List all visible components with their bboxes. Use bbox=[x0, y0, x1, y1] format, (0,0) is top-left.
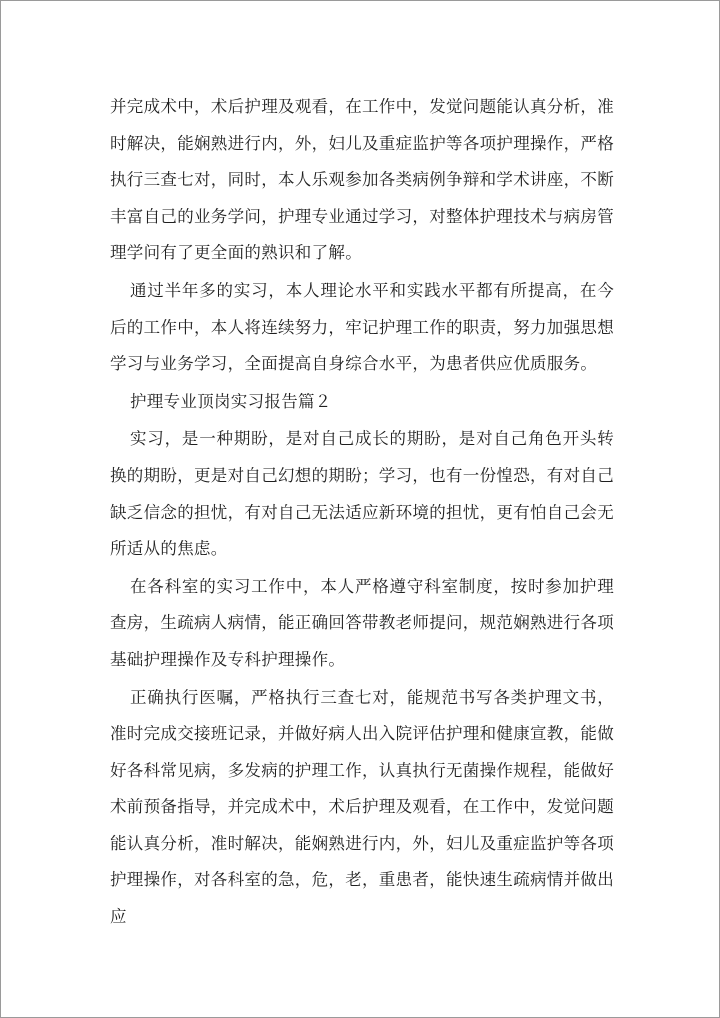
paragraph-department-work: 在各科室的实习工作中，本人严格遵守科室制度，按时参加护理查房，生疏病人病情，能正确回答带教老师提问，规范娴熟进行各项基础护理操作及专科护理操作。 bbox=[110, 576, 614, 669]
paragraph-orders: 正确执行医嘱，严格执行三查七对，能规范书写各类护理文书，准时完成交接班记录，并做好病人出入院评估护理和健康宣教，能做好各科常见病，多发病的护理工作，认真执行无菌操作规程，能做好术前预备指导，并完成术中，术后护理及观看，在工作中，发觉问题能认真分析，准时解决，能娴熟进行内，外，妇儿及重症监护等各项护理操作，对各科室的急，危，老，重患者，能快速生疏病情并做出应 bbox=[110, 687, 614, 927]
paragraph-expectation: 实习，是一种期盼，是对自己成长的期盼，是对自己角色开头转换的期盼，更是对自己幻想的期盼；学习，也有一份惶恐，有对自己缺乏信念的担忧，有对自己无法适应新环境的担忧，更有怕自己会无所适从的焦虑。 bbox=[110, 429, 614, 559]
section-heading: 护理专业顶岗实习报告篇２ bbox=[130, 391, 332, 411]
paragraph-summary: 通过半年多的实习，本人理论水平和实践水平都有所提高，在今后的工作中，本人将连续努力，牢记护理工作的职责，努力加强思想学习与业务学习，全面提高自身综合水平，为患者供应优质服务。 bbox=[110, 280, 614, 374]
paragraph-continuation: 并完成术中，术后护理及观看，在工作中，发觉问题能认真分析，准时解决，能娴熟进行内，外，妇儿及重症监护等各项护理操作，严格执行三查七对，同时，本人乐观参加各类病例争辩和学术讲座，不断丰富自己的业务学问，护理专业通过学习，对整体护理技术与病房管理学问有了更全面的熟识和了解。 bbox=[110, 97, 614, 263]
document-body bbox=[110, 89, 614, 936]
